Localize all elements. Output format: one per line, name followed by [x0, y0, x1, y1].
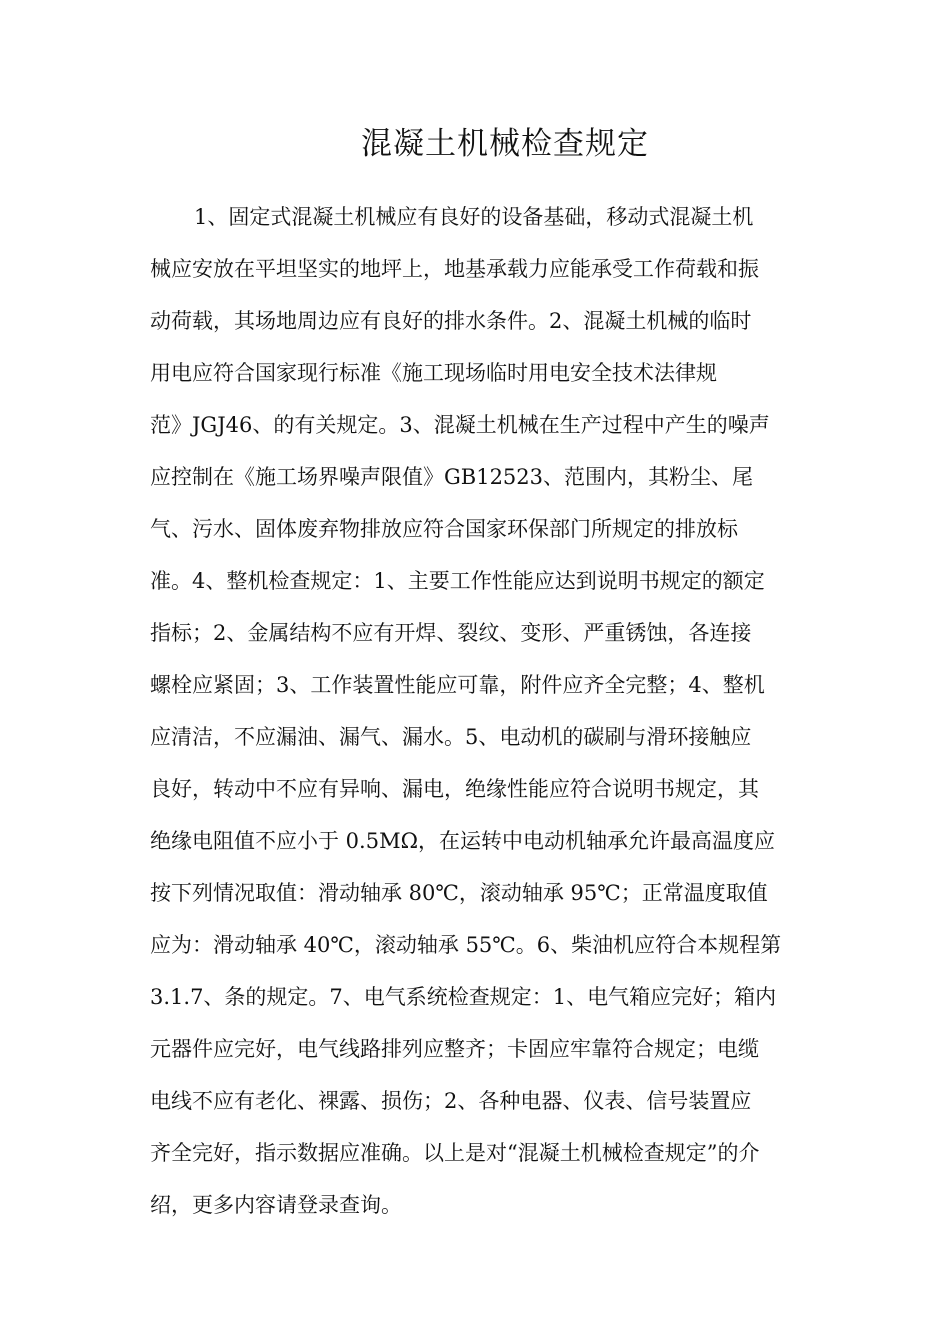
body-line-5: 范》JGJ46、的有关规定。3、混凝土机械在生产过程中产生的噪声 [150, 413, 770, 437]
body-line-11: 应清洁，不应漏油、漏气、漏水。5、电动机的碳刷与滑环接触应 [150, 725, 752, 749]
body-line-17: 元器件应完好，电气线路排列应整齐；卡固应牢靠符合规定；电缆 [150, 1037, 759, 1061]
body-line-9: 指标；2、金属结构不应有开焊、裂纹、变形、严重锈蚀，各连接 [150, 621, 752, 645]
body-line-3: 动荷载，其场地周边应有良好的排水条件。2、混凝土机械的临时 [150, 309, 752, 333]
body-line-10: 螺栓应紧固；3、工作装置性能应可靠，附件应齐全完整；4、整机 [150, 673, 765, 697]
body-line-2: 械应安放在平坦坚实的地坪上，地基承载力应能承受工作荷载和振 [150, 257, 759, 281]
body-line-15: 应为：滑动轴承 40℃，滚动轴承 55℃。6、柴油机应符合本规程第 [150, 933, 782, 957]
body-line-18: 电线不应有老化、裸露、损伤；2、各种电器、仪表、信号装置应 [150, 1089, 752, 1113]
body-line-6: 应控制在《施工场界噪声限值》GB12523、范围内，其粉尘、尾 [150, 465, 754, 489]
body-line-14: 按下列情况取值：滑动轴承 80℃，滚动轴承 95℃；正常温度取值 [150, 881, 768, 905]
body-line-20: 绍，更多内容请登录查询。 [150, 1193, 402, 1217]
body-line-8: 准。4、整机检查规定：1、主要工作性能应达到说明书规定的额定 [150, 569, 765, 593]
document-title: 混凝土机械检查规定 [361, 126, 649, 162]
body-line-1: 1、固定式混凝土机械应有良好的设备基础，移动式混凝土机 [194, 205, 754, 229]
body-line-19: 齐全完好，指示数据应准确。以上是对“混凝土机械检查规定”的介 [150, 1141, 760, 1165]
body-line-4: 用电应符合国家现行标准《施工现场临时用电安全技术法律规 [150, 361, 717, 385]
body-line-12: 良好，转动中不应有异响、漏电，绝缘性能应符合说明书规定，其 [150, 777, 759, 801]
body-line-13: 绝缘电阻值不应小于 0.5MΩ，在运转中电动机轴承允许最高温度应 [150, 829, 775, 853]
body-line-16: 3.1.7、条的规定。7、电气系统检查规定：1、电气箱应完好；箱内 [150, 985, 777, 1009]
body-line-7: 气、污水、固体废弃物排放应符合国家环保部门所规定的排放标 [150, 517, 738, 541]
